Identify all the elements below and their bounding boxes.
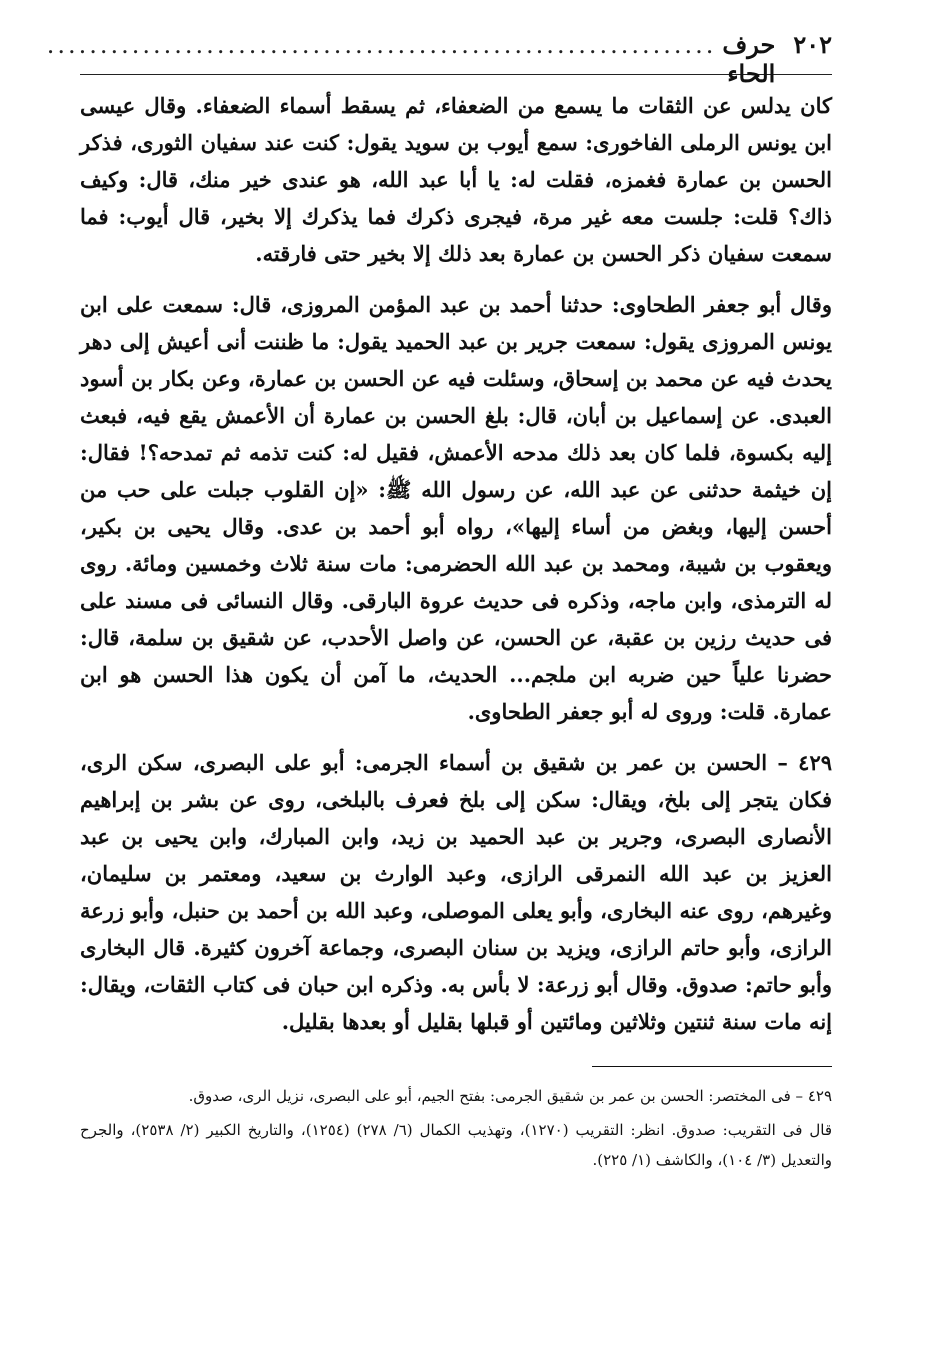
chapter-title: حرف الحاء xyxy=(722,30,776,88)
footnotes xyxy=(80,1081,832,1175)
running-head xyxy=(46,30,832,88)
leader-dots: ............................................................... xyxy=(46,31,717,59)
entry-text: الحسن بن عمر بن شقيق بن أسماء الجرمى: أبو على البصرى، سكن الرى، فكان يتجر إلى بلخ، ويقال: سكن إلى بلخ فعرف بالبلخى، روى عن بشر بن إبراهيم الأنصارى البصرى، وجرير بن عبد الحميد بن زيد، وابن المبارك، وابن يحيى بن عبد العزيز بن عبد الله النمرقى الرازى، وعبد الوارث بن سعيد، ومعتمر بن سليمان، وغيرهم، روى عنه البخارى، وأبو يعلى الموصلى، وعبد الله بن أحمد بن حنبل، وأبو زرعة الرازى، وأبو حاتم الرازى، ويزيد بن سنان البصرى، وجماعة آخرون كثيرة. قال البخارى وأبو حاتم: صدوق. وقال أبو زرعة: لا بأس به. وذكره ابن حبان فى كتاب الثقات، ويقال: إنه مات سنة ثنتين وثلاثين ومائتين أو قبلها بقليل أو بعدها بقليل. xyxy=(80,750,832,1034)
footnote-divider xyxy=(592,1066,832,1067)
paragraph-2: وقال أبو جعفر الطحاوى: حدثنا أحمد بن عبد المؤمن المروزى، قال: سمعت على ابن يونس المروزى يقول: سمعت جرير بن عبد الحميد يقول: ما ظننت أنى أعيش إلى دهر يحدث فيه عن محمد بن إسحاق، وسئلت فيه عن الحسن بن عمارة، وعن بكار بن أسود العبدى. عن إسماعيل بن أبان، قال: بلغ الحسن بن عمارة أن الأعمش يقع فيه، فبعث إليه بكسوة، فلما كان بعد ذلك مدحه الأعمش، فقيل له: كنت تذمه ثم تمدحه؟! فقال: إن خيثمة حدثنى عن عبد الله، عن رسول الله ﷺ: «إن القلوب جبلت على حب من أحسن إليها، وبغض من أساء إليها»، رواه أبو أحمد بن عدى. وقال يحيى بن بكير، ويعقوب بن شيبة، ومحمد بن عبد الله الحضرمى: مات سنة ثلاث وخمسين ومائة. روى له الترمذى، وابن ماجه، وذكره فى حديث عروة البارقى. وقال النسائى فى مسند على فى حديث رزين بن عقبة، عن الحسن، عن واصل الأحدب، عن شقيق بن سلمة، قال: حضرنا علياً حين ضربه ابن ملجم... الحديث، ما آمن أن يكون هذا الحسن هو ابن عمارة. قلت: وروى له أبو جعفر الطحاوى. xyxy=(80,292,832,724)
page-number: ٢٠٢ xyxy=(793,30,832,59)
footnote-1: ٤٢٩ – فى المختصر: الحسن بن عمر بن شقيق الجرمى: بفتح الجيم، أبو على البصرى، نزيل الرى، صدوق. xyxy=(188,1087,832,1105)
main-text xyxy=(80,87,832,1040)
footnote-2: قال فى التقريب: صدوق. انظر: التقريب (١٢٧٠)، وتهذيب الكمال (٦/ ٢٧٨) (١٢٥٤)، والتاريخ الكبير (٢/ ٢٥٣٨)، والجرح والتعديل (٣/ ١٠٤)، والكاشف (١/ ٢٢٥). xyxy=(80,1121,832,1169)
entry-number: ٤٢٩ – xyxy=(777,750,833,775)
entry-429 xyxy=(80,744,832,1040)
paragraph-1: كان يدلس عن الثقات ما يسمع من الضعفاء، ثم يسقط أسماء الضعفاء. وقال عيسى ابن يونس الرملى الفاخورى: سمع أيوب بن سويد يقول: كنت عند سفيان الثورى، فذكر الحسن بن عمارة فغمزه، فقلت له: يا أبا عبد الله، هو عندى خير منك، قال: وكيف ذاك؟ قلت: جلست معه غير مرة، فيجرى ذكرك فما يذكرك إلا بخير، قال أيوب: فما سمعت سفيان ذكر الحسن بن عمارة بعد ذلك إلا بخير حتى فارقته. xyxy=(80,93,832,266)
